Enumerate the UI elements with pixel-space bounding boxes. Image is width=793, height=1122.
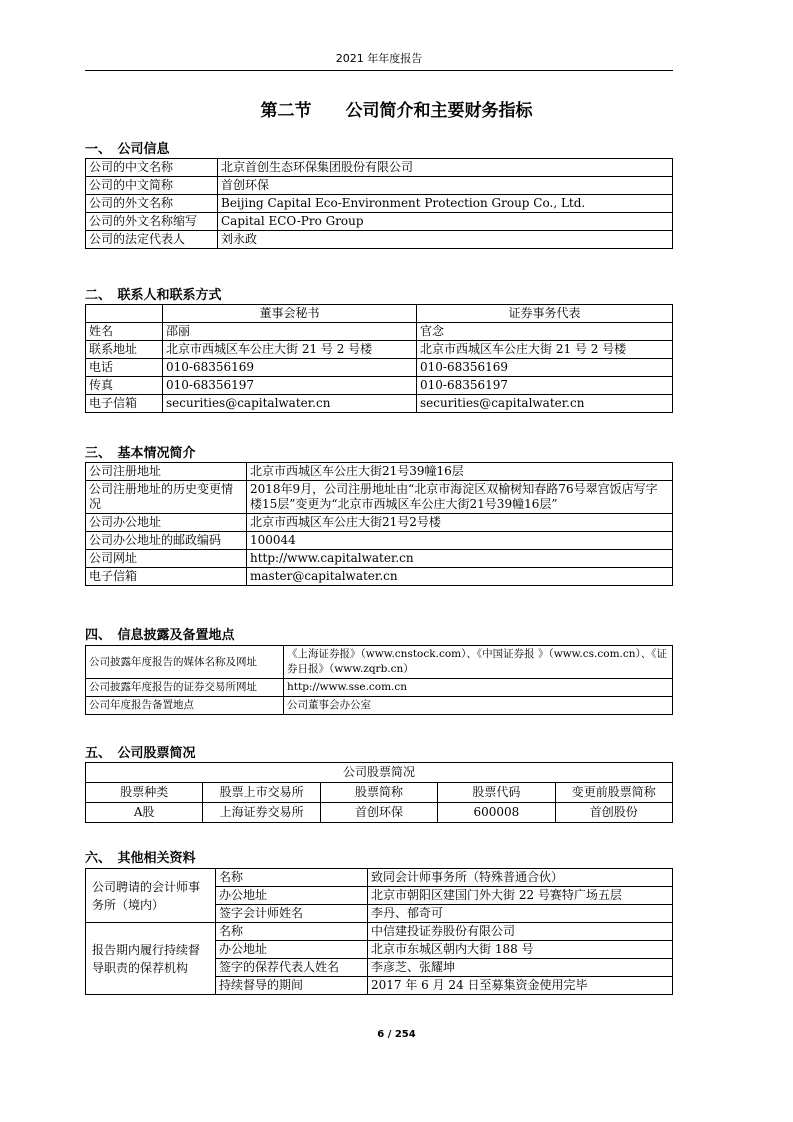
page-header: 2021 年年度报告	[85, 50, 673, 71]
table-row	[86, 550, 673, 568]
label-cell: 公司办公地址的邮政编码	[86, 532, 247, 550]
value-cell: 北京市朝阳区建国门外大街 22 号赛特广场五层	[368, 887, 673, 905]
label-cell: 电子信箱	[86, 568, 247, 586]
header-cell: 股票种类	[86, 783, 203, 803]
page-title: 第二节 公司简介和主要财务指标	[260, 101, 533, 121]
value-cell: 中信建投证券股份有限公司	[368, 923, 673, 941]
label-cell: 办公地址	[216, 941, 368, 959]
col-header-representative: 证券事务代表	[417, 305, 673, 323]
label-cell: 公司注册地址的历史变更情况	[86, 481, 247, 514]
group-label-sponsor: 报告期内履行持续督导职责的保荐机构	[86, 923, 216, 995]
label-cell: 公司办公地址	[86, 514, 247, 532]
value-cell: 010-68356169	[417, 359, 673, 377]
label-cell: 公司的外文名称缩写	[86, 213, 218, 231]
value-cell: Capital ECO-Pro Group	[218, 213, 673, 231]
table-row	[86, 231, 673, 249]
label-cell: 公司披露年度报告的媒体名称及网址	[86, 646, 284, 679]
header-cell: 变更前股票简称	[555, 783, 672, 803]
stock-table	[85, 762, 673, 823]
section-2-title: 二、 联系人和联系方式	[85, 288, 222, 303]
label-cell: 电子信箱	[86, 395, 163, 413]
table-row	[86, 679, 673, 697]
table-row	[86, 568, 673, 586]
table-row	[86, 359, 673, 377]
label-cell: 名称	[216, 923, 368, 941]
value-cell: 2018年9月，公司注册地址由“北京市海淀区双榆树知春路76号翠宫饭店写字楼15层”变更为“北京市西城区车公庄大街21号39幢16层”	[247, 481, 673, 514]
value-cell: Beijing Capital Eco-Environment Protection Group Co., Ltd.	[218, 195, 673, 213]
value-cell: securities@capitalwater.cn	[163, 395, 417, 413]
table-row	[86, 803, 673, 823]
label-cell: 签字会计师姓名	[216, 905, 368, 923]
header-cell: 股票简称	[320, 783, 437, 803]
table-caption: 公司股票简况	[86, 763, 673, 783]
value-cell: http://www.capitalwater.cn	[247, 550, 673, 568]
label-cell: 办公地址	[216, 887, 368, 905]
header-cell: 股票上市交易所	[203, 783, 320, 803]
label-cell: 电话	[86, 359, 163, 377]
label-cell: 公司的中文名称	[86, 159, 218, 177]
table-row	[86, 177, 673, 195]
table-row	[86, 481, 673, 514]
value-cell: 010-68356197	[163, 377, 417, 395]
label-cell: 公司的中文简称	[86, 177, 218, 195]
value-cell: 600008	[438, 803, 555, 823]
value-cell: securities@capitalwater.cn	[417, 395, 673, 413]
value-cell: 北京市西城区车公庄大街21号39幢16层	[247, 463, 673, 481]
value-cell: 010-68356169	[163, 359, 417, 377]
section-3-title: 三、 基本情况简介	[85, 446, 196, 461]
page-number: 6 / 254	[377, 1029, 416, 1040]
label-cell: 公司的法定代表人	[86, 231, 218, 249]
value-cell: 官念	[417, 323, 673, 341]
value-cell: 首创环保	[320, 803, 437, 823]
label-cell: 公司网址	[86, 550, 247, 568]
value-cell: http://www.sse.com.cn	[284, 679, 673, 697]
company-info-table	[85, 158, 673, 249]
table-row	[86, 213, 673, 231]
label-cell: 名称	[216, 869, 368, 887]
value-cell: 北京市西城区车公庄大街21号2号楼	[247, 514, 673, 532]
col-header-secretary: 董事会秘书	[163, 305, 417, 323]
value-cell: 致同会计师事务所（特殊普通合伙）	[368, 869, 673, 887]
value-cell: 010-68356197	[417, 377, 673, 395]
table-row	[86, 923, 673, 941]
table-row	[86, 697, 673, 715]
table-row	[86, 783, 673, 803]
value-cell: 北京市西城区车公庄大街 21 号 2 号楼	[417, 341, 673, 359]
table-row	[86, 532, 673, 550]
other-info-table	[85, 868, 673, 995]
table-row	[86, 869, 673, 887]
table-row	[86, 514, 673, 532]
label-cell: 签字的保荐代表人姓名	[216, 959, 368, 977]
value-cell: 2017 年 6 月 24 日至募集资金使用完毕	[368, 977, 673, 995]
value-cell: master@capitalwater.cn	[247, 568, 673, 586]
label-cell: 公司注册地址	[86, 463, 247, 481]
section-1-title: 一、 公司信息	[85, 142, 170, 157]
disclosure-table	[85, 645, 673, 715]
value-cell: 北京市西城区车公庄大街 21 号 2 号楼	[163, 341, 417, 359]
value-cell: 刘永政	[218, 231, 673, 249]
label-cell: 联系地址	[86, 341, 163, 359]
label-cell: 公司年度报告备置地点	[86, 697, 284, 715]
label-cell: 姓名	[86, 323, 163, 341]
table-row	[86, 341, 673, 359]
value-cell: 北京市东城区朝内大街 188 号	[368, 941, 673, 959]
value-cell: 邵丽	[163, 323, 417, 341]
table-row	[86, 646, 673, 679]
table-row	[86, 377, 673, 395]
contact-table	[85, 304, 673, 413]
section-6-title: 六、 其他相关资料	[85, 851, 196, 866]
value-cell: 上海证券交易所	[203, 803, 320, 823]
value-cell: 首创股份	[555, 803, 672, 823]
table-row	[86, 763, 673, 783]
table-row	[86, 463, 673, 481]
value-cell: 公司董事会办公室	[284, 697, 673, 715]
table-row	[86, 305, 673, 323]
value-cell: A股	[86, 803, 203, 823]
label-cell: 传真	[86, 377, 163, 395]
table-row	[86, 395, 673, 413]
label-cell: 公司的外文名称	[86, 195, 218, 213]
value-cell: 北京首创生态环保集团股份有限公司	[218, 159, 673, 177]
header-cell: 股票代码	[438, 783, 555, 803]
table-row	[86, 323, 673, 341]
value-cell: 《上海证券报》（www.cnstock.com）、《中国证券报 》（www.cs.com.cn）、《证券日报》（www.zqrb.cn）	[284, 646, 673, 679]
table-row	[86, 195, 673, 213]
value-cell: 李彦芝、张耀坤	[368, 959, 673, 977]
label-cell: 公司披露年度报告的证券交易所网址	[86, 679, 284, 697]
section-4-title: 四、 信息披露及备置地点	[85, 628, 235, 643]
value-cell: 李丹、郁奇可	[368, 905, 673, 923]
value-cell: 100044	[247, 532, 673, 550]
section-5-title: 五、 公司股票简况	[85, 746, 196, 761]
table-row	[86, 159, 673, 177]
value-cell: 首创环保	[218, 177, 673, 195]
group-label-accounting-firm: 公司聘请的会计师事务所（境内）	[86, 869, 216, 923]
label-cell: 持续督导的期间	[216, 977, 368, 995]
basic-info-table	[85, 462, 673, 586]
